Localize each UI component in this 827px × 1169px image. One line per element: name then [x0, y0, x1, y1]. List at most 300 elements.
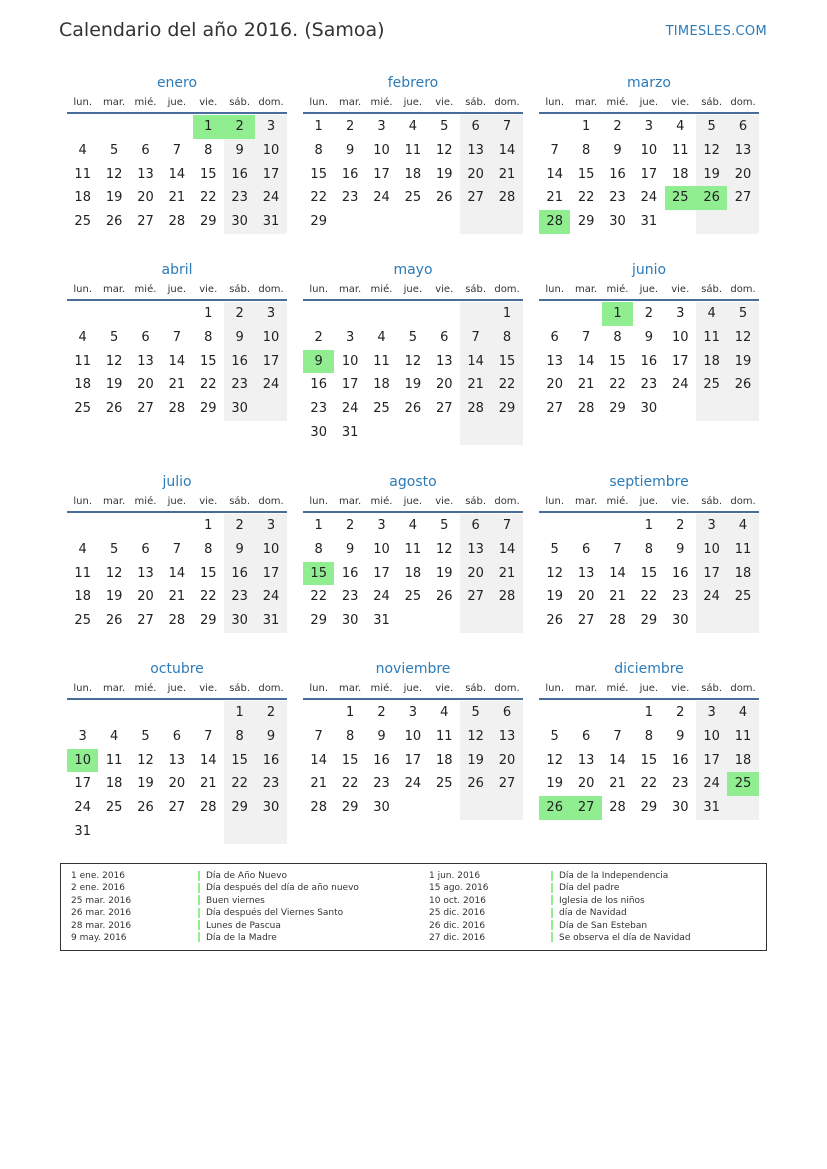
empty-cell: [460, 796, 491, 820]
day-cell: 5: [440, 119, 449, 134]
weekday-label: vie.: [435, 683, 454, 694]
day-cell: 9: [345, 541, 355, 557]
day-cell: 7: [613, 728, 622, 744]
weekday-label: sáb.: [229, 683, 251, 694]
day-cell: 16: [224, 562, 255, 586]
month-junio: [539, 259, 759, 421]
day-cell: 16: [640, 353, 658, 369]
month-enero: [67, 72, 287, 234]
day-cell: 13: [577, 565, 595, 581]
day-cell: 20: [137, 190, 154, 206]
empty-cell: [366, 302, 397, 326]
day-cell: 13: [460, 139, 491, 163]
day-cell: 21: [168, 377, 186, 393]
weekday-label: vie.: [671, 496, 690, 507]
day-cell: 16: [341, 565, 359, 581]
day-cell: 20: [460, 562, 491, 586]
day-cell: 7: [581, 329, 591, 345]
day-cell: 14: [168, 353, 186, 369]
day-cell: 29: [199, 401, 217, 417]
weekday-header: [539, 281, 759, 301]
day-cell: 17: [671, 353, 689, 369]
day-cell: 1: [204, 518, 213, 533]
day-cell: 29: [609, 401, 626, 417]
day-cell: 7: [491, 514, 522, 538]
legend-holiday-name: Día de la Madre: [206, 932, 277, 943]
legend-date: 28 mar. 2016: [71, 920, 132, 931]
day-cell: 15: [640, 752, 658, 768]
day-cell: 28: [609, 800, 626, 816]
holiday-day-cell: 28: [539, 210, 570, 234]
day-cell: 28: [491, 585, 522, 609]
day-cell: 29: [310, 214, 327, 230]
day-cell: 9: [224, 139, 255, 163]
empty-cell: [255, 397, 286, 421]
empty-cell: [397, 796, 428, 820]
day-cell: 27: [137, 613, 154, 629]
day-cell: 13: [137, 565, 154, 581]
day-grid: [539, 700, 759, 820]
empty-cell: [570, 514, 601, 538]
day-cell: 13: [546, 353, 563, 369]
legend-holiday-name: Día de Año Nuevo: [206, 871, 287, 881]
legend-holiday-name: Lunes de Pascua: [206, 920, 281, 931]
weekday-label: jue.: [167, 284, 187, 295]
day-cell: 10: [696, 725, 727, 749]
day-cell: 4: [78, 142, 87, 158]
day-cell: 25: [404, 190, 422, 206]
weekday-header: [303, 281, 523, 301]
weekday-label: lun.: [73, 496, 93, 507]
day-cell: 22: [224, 772, 255, 796]
empty-cell: [255, 820, 286, 844]
day-cell: 8: [613, 329, 622, 345]
day-cell: 3: [255, 302, 286, 326]
holiday-day-cell: 25: [727, 772, 758, 796]
holiday-marker: [551, 908, 553, 918]
day-cell: 3: [676, 306, 685, 321]
legend-left-names: [198, 870, 359, 944]
day-cell: 30: [671, 800, 689, 816]
month-name: junio: [631, 262, 667, 278]
month-name: septiembre: [609, 474, 689, 490]
day-cell: 1: [345, 705, 355, 720]
day-cell: 26: [404, 401, 422, 417]
day-cell: 15: [199, 565, 217, 581]
weekday-label: sáb.: [701, 496, 723, 507]
day-cell: 7: [613, 541, 622, 557]
weekday-label: mié.: [370, 496, 393, 507]
day-cell: 9: [224, 538, 255, 562]
weekday-label: sáb.: [465, 97, 487, 108]
weekday-label: mié.: [606, 683, 629, 694]
empty-cell: [130, 302, 161, 326]
empty-cell: [491, 421, 522, 445]
weekday-label: mié.: [134, 683, 157, 694]
day-cell: 12: [105, 353, 123, 369]
legend-holiday-name: Día de San Esteban: [559, 920, 648, 931]
day-cell: 23: [255, 772, 286, 796]
day-cell: 29: [310, 613, 327, 629]
weekday-label: lun.: [73, 284, 93, 295]
day-cell: 27: [137, 214, 154, 230]
day-cell: 24: [373, 190, 390, 206]
day-cell: 2: [224, 514, 255, 538]
day-cell: 3: [255, 514, 286, 538]
day-cell: 28: [199, 800, 217, 816]
day-cell: 22: [310, 190, 327, 206]
weekday-label: lun.: [309, 284, 329, 295]
day-cell: 24: [373, 589, 390, 605]
day-cell: 9: [613, 142, 622, 158]
day-cell: 30: [224, 210, 255, 234]
empty-cell: [727, 609, 758, 633]
weekday-label: mar.: [102, 683, 126, 694]
empty-cell: [397, 609, 428, 633]
empty-cell: [460, 302, 491, 326]
month-name: agosto: [389, 474, 437, 490]
empty-cell: [334, 302, 365, 326]
month-agosto: [303, 471, 523, 633]
day-cell: 23: [341, 589, 359, 605]
empty-cell: [665, 397, 696, 421]
day-cell: 10: [696, 538, 727, 562]
day-cell: 13: [727, 139, 758, 163]
weekday-header: [303, 94, 523, 114]
empty-cell: [397, 421, 428, 445]
day-cell: 5: [727, 302, 758, 326]
day-cell: 20: [435, 377, 453, 393]
day-cell: 30: [640, 401, 658, 417]
day-cell: 11: [404, 541, 422, 557]
weekday-label: mar.: [338, 97, 362, 108]
legend-holiday-name: Día de la Independencia: [559, 871, 669, 881]
weekday-label: mié.: [134, 284, 157, 295]
holiday-marker: [198, 920, 200, 930]
day-cell: 8: [345, 728, 355, 744]
day-cell: 11: [727, 725, 758, 749]
day-cell: 31: [373, 613, 390, 629]
day-cell: 9: [345, 142, 355, 158]
legend-date: 1 jun. 2016: [429, 871, 481, 881]
day-cell: 1: [204, 306, 213, 321]
day-cell: 8: [224, 725, 255, 749]
empty-cell: [491, 210, 522, 234]
day-cell: 9: [377, 728, 386, 744]
day-cell: 5: [109, 329, 119, 345]
weekday-label: mié.: [370, 683, 393, 694]
day-cell: 11: [435, 728, 453, 744]
day-cell: 12: [105, 565, 123, 581]
weekday-label: lun.: [545, 97, 565, 108]
day-grid: [303, 513, 523, 633]
day-cell: 27: [435, 401, 453, 417]
day-cell: 4: [696, 302, 727, 326]
empty-cell: [602, 701, 633, 725]
day-cell: 18: [727, 749, 758, 773]
day-cell: 20: [460, 163, 491, 187]
day-cell: 14: [199, 752, 217, 768]
day-cell: 6: [581, 728, 591, 744]
day-cell: 12: [105, 166, 123, 182]
legend-date: 15 ago. 2016: [429, 883, 489, 894]
day-cell: 24: [696, 585, 727, 609]
day-cell: 18: [404, 166, 422, 182]
weekday-label: vie.: [671, 683, 690, 694]
day-cell: 20: [168, 776, 186, 792]
day-cell: 14: [577, 353, 595, 369]
day-cell: 1: [491, 302, 522, 326]
legend-holiday: [198, 870, 359, 882]
day-cell: 18: [74, 190, 91, 206]
day-cell: 10: [341, 353, 359, 369]
empty-cell: [366, 421, 397, 445]
day-cell: 20: [137, 589, 154, 605]
day-grid: [303, 301, 523, 445]
day-cell: 17: [640, 166, 658, 182]
day-cell: 31: [255, 210, 286, 234]
holiday-marker: [551, 895, 553, 905]
day-cell: 4: [440, 705, 449, 720]
weekday-label: mié.: [134, 496, 157, 507]
day-cell: 21: [491, 163, 522, 187]
day-cell: 11: [696, 326, 727, 350]
day-cell: 16: [255, 749, 286, 773]
day-cell: 30: [671, 613, 689, 629]
empty-cell: [67, 302, 98, 326]
day-cell: 18: [727, 562, 758, 586]
day-cell: 28: [491, 186, 522, 210]
day-cell: 7: [172, 329, 181, 345]
month-name: marzo: [627, 75, 671, 91]
day-cell: 22: [341, 776, 359, 792]
holiday-marker: [551, 932, 553, 942]
day-cell: 6: [460, 115, 491, 139]
day-cell: 21: [460, 373, 491, 397]
day-cell: 29: [491, 397, 522, 421]
empty-cell: [98, 701, 129, 725]
day-grid: [303, 700, 523, 820]
month-name: diciembre: [614, 661, 684, 677]
weekday-label: vie.: [199, 284, 218, 295]
day-cell: 12: [435, 541, 453, 557]
day-cell: 19: [546, 589, 563, 605]
day-cell: 29: [341, 800, 359, 816]
legend-holiday-name: Día después del Viernes Santo: [206, 908, 344, 919]
empty-cell: [161, 302, 192, 326]
day-cell: 10: [255, 326, 286, 350]
day-cell: 20: [491, 749, 522, 773]
day-grid: [67, 700, 287, 844]
day-cell: 30: [341, 613, 359, 629]
day-cell: 25: [727, 585, 758, 609]
day-cell: 26: [105, 401, 123, 417]
day-cell: 4: [727, 701, 758, 725]
holiday-day-cell: 10: [67, 749, 98, 773]
day-cell: 3: [377, 518, 386, 533]
empty-cell: [727, 397, 758, 421]
empty-cell: [696, 609, 727, 633]
weekday-label: mar.: [574, 496, 598, 507]
day-cell: 26: [105, 214, 123, 230]
legend-holiday: [551, 870, 691, 882]
day-cell: 7: [314, 728, 323, 744]
day-cell: 11: [74, 166, 91, 182]
day-grid: [303, 114, 523, 234]
day-cell: 27: [168, 800, 186, 816]
day-cell: 15: [199, 353, 217, 369]
day-cell: 23: [640, 377, 658, 393]
weekday-label: lun.: [309, 496, 329, 507]
weekday-label: vie.: [435, 284, 454, 295]
day-cell: 22: [199, 377, 217, 393]
day-cell: 22: [491, 373, 522, 397]
day-cell: 13: [168, 752, 186, 768]
day-cell: 3: [696, 514, 727, 538]
weekday-label: dom.: [730, 496, 756, 507]
day-cell: 16: [609, 166, 626, 182]
day-cell: 5: [460, 701, 491, 725]
legend-holiday-name: Iglesia de los niños: [559, 895, 645, 906]
empty-cell: [161, 115, 192, 139]
weekday-label: lun.: [73, 683, 93, 694]
day-cell: 4: [727, 514, 758, 538]
weekday-label: jue.: [403, 683, 423, 694]
day-cell: 2: [613, 119, 622, 134]
day-cell: 22: [609, 377, 626, 393]
weekday-label: dom.: [494, 284, 520, 295]
weekday-label: mar.: [338, 683, 362, 694]
day-cell: 24: [671, 377, 689, 393]
day-cell: 19: [696, 163, 727, 187]
empty-cell: [130, 514, 161, 538]
weekday-label: mié.: [134, 97, 157, 108]
weekday-header: [67, 281, 287, 301]
day-cell: 9: [255, 725, 286, 749]
holiday-day-cell: 26: [696, 186, 727, 210]
weekday-label: vie.: [199, 97, 218, 108]
day-cell: 6: [491, 701, 522, 725]
day-cell: 27: [460, 585, 491, 609]
day-cell: 26: [546, 613, 563, 629]
weekday-label: vie.: [671, 284, 690, 295]
day-cell: 27: [137, 401, 154, 417]
legend-date: 2 ene. 2016: [71, 883, 125, 894]
legend-holiday-name: Se observa el día de Navidad: [559, 932, 691, 943]
weekday-label: jue.: [639, 496, 659, 507]
day-cell: 1: [224, 701, 255, 725]
weekday-label: lun.: [309, 683, 329, 694]
day-cell: 7: [172, 142, 181, 158]
day-cell: 14: [546, 166, 563, 182]
weekday-label: vie.: [671, 97, 690, 108]
day-grid: [67, 513, 287, 633]
day-cell: 31: [255, 609, 286, 633]
day-cell: 14: [491, 139, 522, 163]
month-name: noviembre: [375, 661, 451, 677]
day-cell: 8: [314, 541, 323, 557]
day-cell: 5: [109, 541, 119, 557]
weekday-header: [539, 493, 759, 513]
weekday-label: vie.: [199, 496, 218, 507]
day-cell: 28: [609, 613, 626, 629]
empty-cell: [130, 115, 161, 139]
day-cell: 29: [199, 214, 217, 230]
legend-date: 25 dic. 2016: [429, 908, 486, 919]
day-cell: 25: [404, 589, 422, 605]
day-cell: 23: [224, 186, 255, 210]
day-cell: 15: [609, 353, 626, 369]
legend-holiday: [551, 882, 691, 894]
day-cell: 5: [550, 541, 559, 557]
day-cell: 17: [341, 377, 359, 393]
weekday-label: jue.: [639, 97, 659, 108]
day-cell: 22: [640, 589, 658, 605]
weekday-header: [303, 680, 523, 700]
weekday-label: dom.: [494, 683, 520, 694]
day-cell: 2: [314, 329, 323, 345]
day-cell: 12: [696, 139, 727, 163]
legend-date: 27 dic. 2016: [429, 932, 486, 943]
day-cell: 1: [314, 518, 323, 533]
month-septiembre: [539, 471, 759, 633]
day-cell: 12: [404, 353, 422, 369]
day-cell: 4: [408, 119, 417, 134]
weekday-label: mié.: [606, 284, 629, 295]
day-cell: 28: [310, 800, 327, 816]
empty-cell: [193, 701, 224, 725]
day-cell: 14: [609, 565, 626, 581]
weekday-label: dom.: [494, 97, 520, 108]
holiday-day-cell: 25: [665, 186, 696, 210]
day-cell: 5: [550, 728, 559, 744]
day-cell: 14: [609, 752, 626, 768]
day-grid: [67, 301, 287, 421]
legend-date: 10 oct. 2016: [429, 895, 486, 906]
day-cell: 10: [404, 728, 422, 744]
empty-cell: [429, 421, 460, 445]
day-cell: 28: [168, 613, 186, 629]
empty-cell: [429, 302, 460, 326]
empty-cell: [539, 514, 570, 538]
day-cell: 23: [310, 401, 327, 417]
weekday-label: mar.: [338, 496, 362, 507]
day-cell: 20: [577, 589, 595, 605]
weekday-label: sáb.: [465, 284, 487, 295]
weekday-label: dom.: [730, 97, 756, 108]
day-cell: 8: [204, 142, 213, 158]
brand-logo-text[interactable]: TIMESLES.COM: [665, 24, 767, 39]
day-cell: 24: [640, 190, 658, 206]
day-cell: 10: [640, 142, 658, 158]
legend-date: 9 may. 2016: [71, 932, 127, 943]
day-cell: 11: [105, 752, 123, 768]
empty-cell: [429, 796, 460, 820]
day-cell: 9: [224, 326, 255, 350]
day-cell: 4: [78, 329, 87, 345]
empty-cell: [98, 115, 129, 139]
day-cell: 27: [491, 772, 522, 796]
day-cell: 7: [491, 115, 522, 139]
day-cell: 2: [377, 705, 386, 720]
day-cell: 5: [696, 115, 727, 139]
legend-holiday: [551, 895, 691, 907]
day-cell: 20: [727, 163, 758, 187]
weekday-label: mié.: [370, 97, 393, 108]
day-cell: 1: [314, 119, 323, 134]
day-cell: 17: [255, 350, 286, 374]
holiday-day-cell: 2: [224, 115, 255, 139]
